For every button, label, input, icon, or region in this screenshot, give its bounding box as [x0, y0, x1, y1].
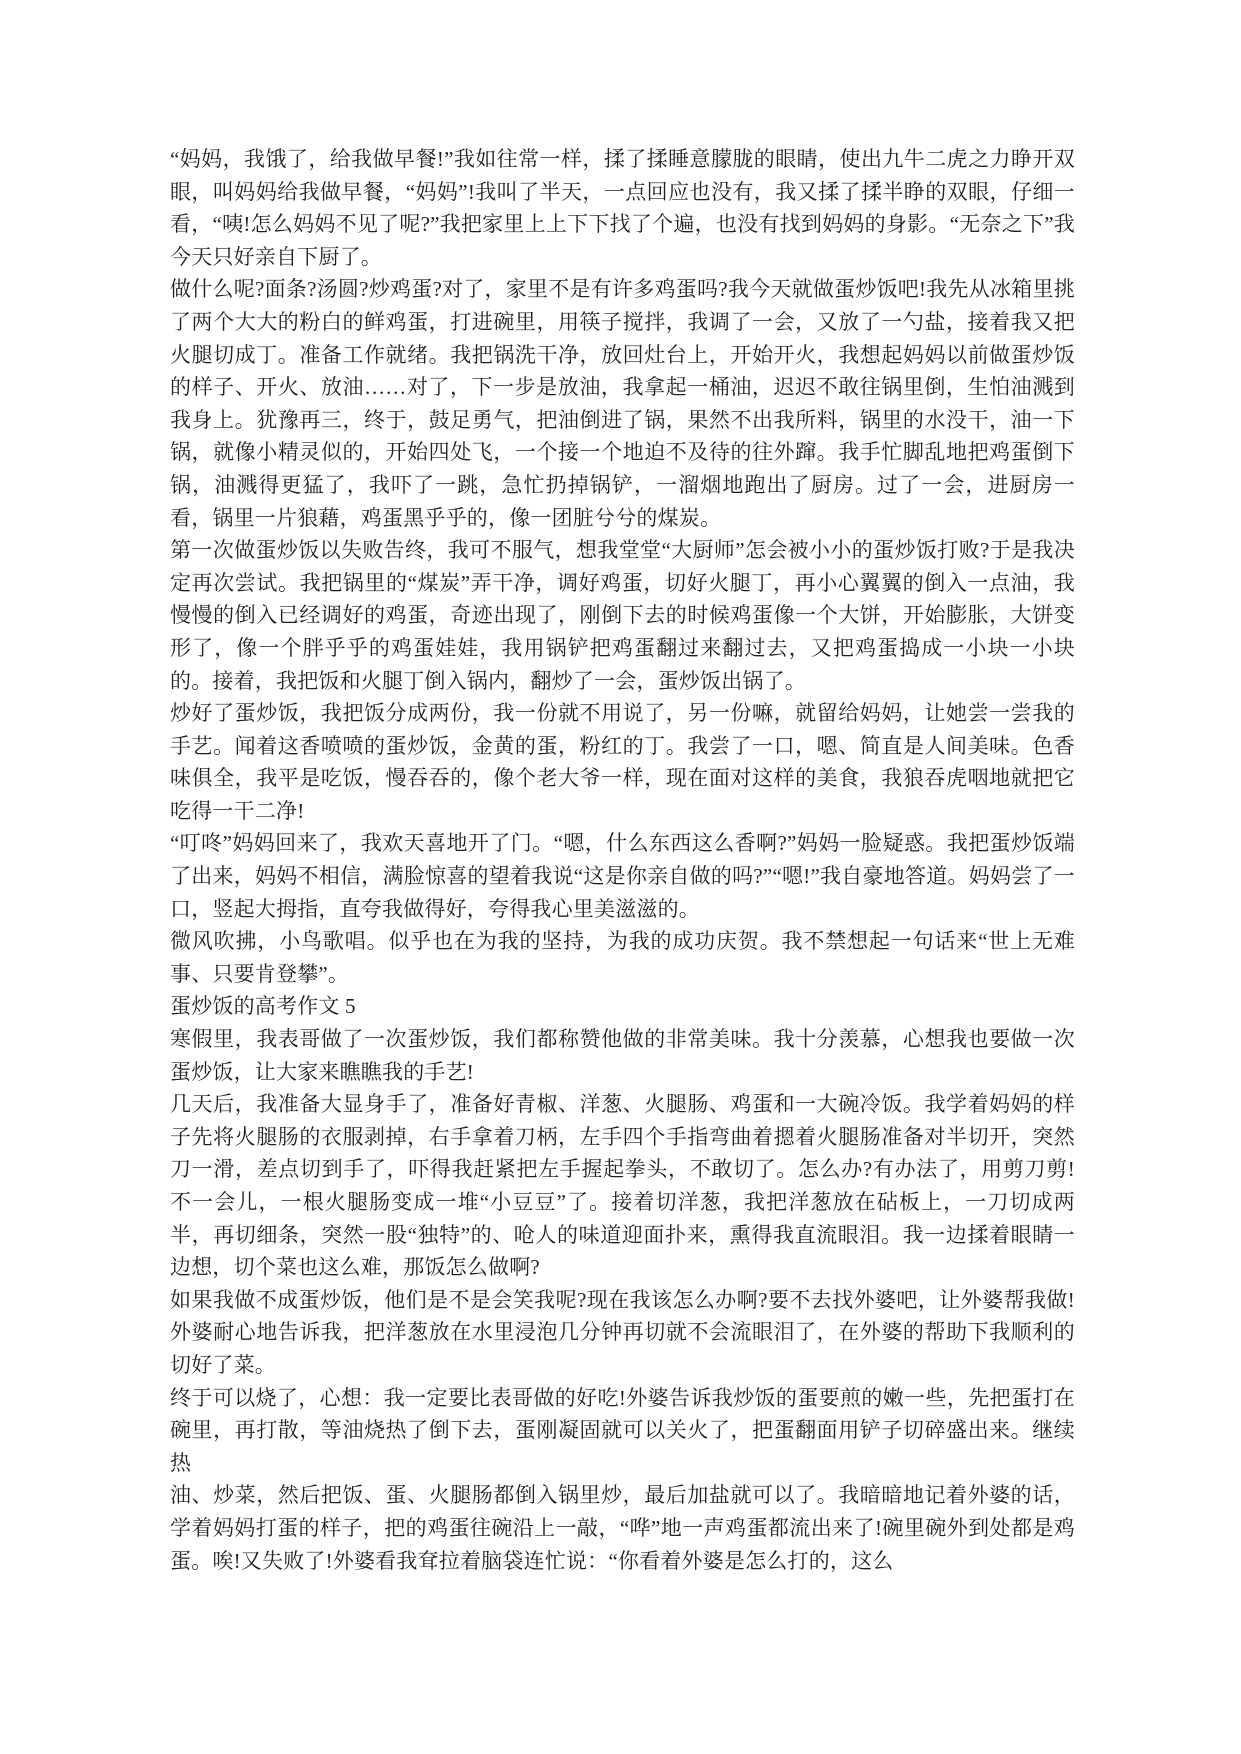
essay-paragraph: 油、炒菜，然后把饭、蛋、火腿肠都倒入锅里炒，最后加盐就可以了。我暗暗地记着外婆的话，学着妈妈打蛋的样子，把的鸡蛋往碗沿上一敲，“哗”地一声鸡蛋都流出来了!碗里碗外到处都是鸡蛋。唉!又失败了!外婆看我耷拉着脑袋连忙说：“你看着外婆是怎么打的，这么: [170, 1483, 1075, 1573]
section-heading: 蛋炒饭的高考作文 5: [170, 994, 356, 1019]
essay-paragraph: 如果我做不成蛋炒饭，他们是不是会笑我呢?现在我该怎么办啊?要不去找外婆吧，让外婆帮我做!外婆耐心地告诉我，把洋葱放在水里浸泡几分钟再切就不会流眼泪了，在外婆的帮助下我顺利的切好了菜。: [170, 1287, 1075, 1377]
essay-paragraph: 第一次做蛋炒饭以失败告终，我可不服气，想我堂堂“大厨师”怎会被小小的蛋炒饭打败?于是我决定再次尝试。我把锅里的“煤炭”弄干净，调好鸡蛋，切好火腿丁，再小心翼翼的倒入一点油，我慢慢的倒入已经调好的鸡蛋，奇迹出现了，刚倒下去的时候鸡蛋像一个大饼，开始膨胀，大饼变形了，像一个胖乎乎的鸡蛋娃娃，我用锅铲把鸡蛋翻过来翻过去，又把鸡蛋捣成一小块一小块的。接着，我把饭和火腿丁倒入锅内，翻炒了一会，蛋炒饭出锅了。: [170, 538, 1075, 693]
essay-paragraph: 炒好了蛋炒饭，我把饭分成两份，我一份就不用说了，另一份嘛，就留给妈妈，让她尝一尝我的手艺。闻着这香喷喷的蛋炒饭，金黄的蛋，粉红的丁。我尝了一口，嗯、简直是人间美味。色香味俱全，我平是吃饭，慢吞吞的，像个老大爷一样，现在面对这样的美食，我狼吞虎咽地就把它吃得一干二净!: [170, 701, 1075, 823]
essay-paragraph: 做什么呢?面条?汤圆?炒鸡蛋?对了，家里不是有许多鸡蛋吗?我今天就做蛋炒饭吧!我先从冰箱里挑了两个大大的粉白的鲜鸡蛋，打进碗里，用筷子搅拌，我调了一会，又放了一勺盐，接着我又把火腿切成丁。准备工作就绪。我把锅洗干净，放回灶台上，开始开火，我想起妈妈以前做蛋炒饭的样子、开火、放油……对了，下一步是放油，我拿起一桶油，迟迟不敢往锅里倒，生怕油溅到我身上。犹豫再三，终于，鼓足勇气，把油倒进了锅，果然不出我所料，锅里的水没干，油一下锅，就像小精灵似的，开始四处飞，一个接一个地迫不及待的往外蹿。我手忙脚乱地把鸡蛋倒下锅，油溅得更猛了，我吓了一跳，急忙扔掉锅铲，一溜烟地跑出了厨房。过了一会，进厨房一看，锅里一片狼藉，鸡蛋黑乎乎的，像一团脏兮兮的煤炭。: [170, 277, 1075, 530]
essay-paragraph: 微风吹拂，小鸟歌唱。似乎也在为我的坚持，为我的成功庆贺。我不禁想起一句话来“世上无难事、只要肯登攀”。: [170, 929, 1075, 986]
essay-paragraph: 寒假里，我表哥做了一次蛋炒饭，我们都称赞他做的非常美味。我十分羡慕，心想我也要做一次蛋炒饭，让大家来瞧瞧我的手艺!: [170, 1027, 1075, 1084]
essay-paragraph: “叮咚”妈妈回来了，我欢天喜地开了门。“嗯，什么东西这么香啊?”妈妈一脸疑惑。我把蛋炒饭端了出来，妈妈不相信，满脸惊喜的望着我说“这是你亲自做的吗?”“嗯!”我自豪地答道。妈妈尝了一口，竖起大拇指，直夸我做得好，夸得我心里美滋滋的。: [170, 831, 1075, 921]
essay-paragraph: 终于可以烧了，心想：我一定要比表哥做的好吃!外婆告诉我炒饭的蛋要煎的嫩一些，先把蛋打在碗里，再打散，等油烧热了倒下去，蛋刚凝固就可以关火了，把蛋翻面用铲子切碎盛出来。继续热: [170, 1385, 1075, 1475]
essay-paragraph: 几天后，我准备大显身手了，准备好青椒、洋葱、火腿肠、鸡蛋和一大碗冷饭。我学着妈妈的样子先将火腿肠的衣服剥掉，右手拿着刀柄，左手四个手指弯曲着摁着火腿肠准备对半切开，突然刀一滑，差点切到手了，吓得我赶紧把左手握起拳头，不敢切了。怎么办?有办法了，用剪刀剪!不一会儿，一根火腿肠变成一堆“小豆豆”了。接着切洋葱，我把洋葱放在砧板上，一刀切成两半，再切细条，突然一股“独特”的、呛人的味道迎面扑来，熏得我直流眼泪。我一边揉着眼睛一边想，切个菜也这么难，那饭怎么做啊?: [170, 1092, 1075, 1280]
essay-paragraph: “妈妈，我饿了，给我做早餐!”我如往常一样，揉了揉睡意朦胧的眼睛，使出九牛二虎之力睁开双眼，叫妈妈给我做早餐，“妈妈”!我叫了半天，一点回应也没有，我又揉了揉半睁的双眼，仔细一看，“咦!怎么妈妈不见了呢?”我把家里上上下下找了个遍，也没有找到妈妈的身影。“无奈之下”我今天只好亲自下厨了。: [170, 147, 1075, 269]
essay-body: [170, 143, 1075, 1577]
